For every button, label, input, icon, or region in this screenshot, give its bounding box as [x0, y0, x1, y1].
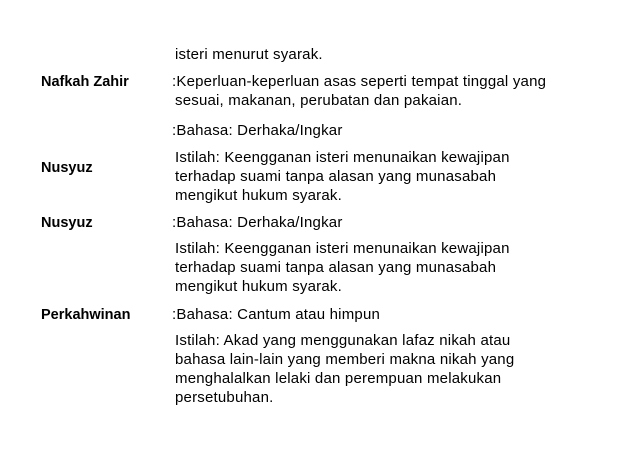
definition-nusyuz-istilah — [165, 148, 585, 205]
definition-line: :Keperluan-keperluan asas seperti tempat tinggal yang — [172, 73, 547, 90]
definition-line: mengikut hukum syarak. — [175, 278, 342, 295]
definition-perkahwinan-istilah — [165, 331, 585, 407]
term-nafkah-zahir: Nafkah Zahir — [41, 74, 129, 90]
definition-line: terhadap suami tanpa alasan yang munasabah — [175, 259, 497, 276]
definition-line: :Bahasa: Derhaka/Ingkar — [172, 122, 343, 139]
definition-line: isteri menurut syarak. — [175, 46, 323, 63]
definition-line: sesuai, makanan, perubatan dan pakaian. — [175, 92, 463, 109]
definition-line: Istilah: Keengganan isteri menunaikan kewajipan — [175, 149, 510, 166]
definition-line: :Bahasa: Derhaka/Ingkar — [172, 214, 343, 231]
definition-line: persetubuhan. — [175, 389, 274, 406]
definition-nafkah-zahir — [165, 72, 585, 110]
definition-line: menghalalkan lelaki dan perempuan melakukan — [175, 370, 502, 387]
definition-continuation — [165, 45, 585, 64]
term-nusyuz: Nusyuz — [41, 160, 93, 176]
definition-nusyuz-bahasa — [165, 213, 585, 232]
definition-nusyuz-bahasa — [165, 121, 585, 140]
definition-line: terhadap suami tanpa alasan yang munasabah — [175, 168, 497, 185]
definition-line: Istilah: Keengganan isteri menunaikan kewajipan — [175, 240, 510, 257]
definition-line: mengikut hukum syarak. — [175, 187, 342, 204]
definition-perkahwinan-bahasa — [165, 305, 585, 324]
term-nusyuz: Nusyuz — [41, 215, 93, 231]
definition-line: bahasa lain-lain yang memberi makna nikah yang — [175, 351, 515, 368]
definition-line: Istilah: Akad yang menggunakan lafaz nikah atau — [175, 332, 511, 349]
term-perkahwinan: Perkahwinan — [41, 307, 131, 323]
definition-line: :Bahasa: Cantum atau himpun — [172, 306, 381, 323]
definition-nusyuz-istilah — [165, 239, 585, 296]
